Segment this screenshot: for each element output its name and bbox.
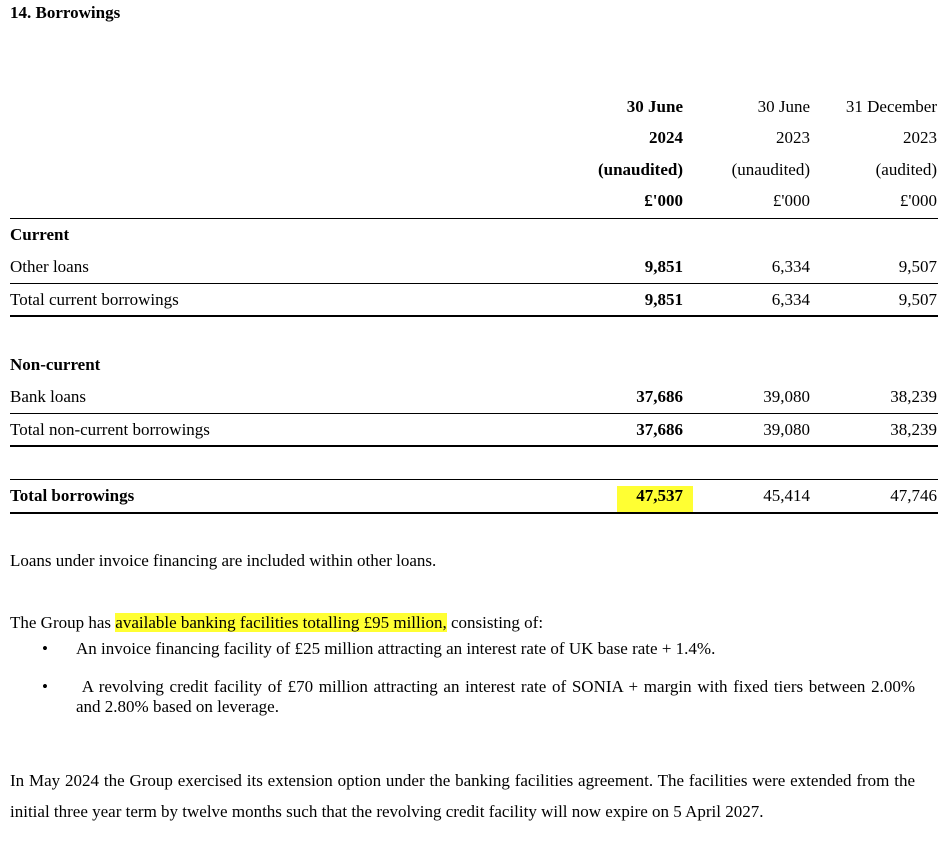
intro-text: The Group has bbox=[10, 613, 116, 632]
column-header-line: 30 June bbox=[757, 97, 810, 116]
bullet-item: An invoice financing facility of £25 million attracting an interest rate of UK base rate + 1.4%. bbox=[76, 639, 716, 658]
row-label: Other loans bbox=[10, 257, 89, 276]
cell-december-2023: 9,507 bbox=[898, 290, 937, 309]
bullet-icon: • bbox=[42, 639, 48, 658]
cell-2024: 9,851 bbox=[644, 257, 683, 276]
cell-june-2023: 39,080 bbox=[763, 420, 810, 439]
extension-paragraph: In May 2024 the Group exercised its extension option under the banking facilities agreement. The facilities were extended from the initial three year term by twelve months such that the revolving credit facility will now expire on 5 April 2027. bbox=[10, 771, 915, 821]
total-top-rule bbox=[10, 479, 938, 480]
cell-2024: 37,686 bbox=[636, 420, 683, 439]
column-header-line: (audited) bbox=[875, 160, 937, 179]
bullet-icon: • bbox=[42, 677, 48, 696]
total-bottom-rule bbox=[10, 512, 938, 514]
non-current-heading: Non-current bbox=[10, 355, 101, 374]
column-header-line: (unaudited) bbox=[731, 160, 810, 179]
cell-june-2023: 45,414 bbox=[763, 486, 810, 505]
subtotal-rule bbox=[10, 315, 938, 317]
column-header-line: £'000 bbox=[644, 191, 683, 210]
header-divider bbox=[10, 218, 938, 219]
cell-2024: 47,537 bbox=[636, 486, 683, 505]
row-label: Total non-current borrowings bbox=[10, 420, 210, 439]
highlighted-text: available banking facilities totalling £95 million, bbox=[115, 613, 447, 632]
column-header-line: 30 June bbox=[626, 97, 683, 116]
column-header-line: £'000 bbox=[899, 191, 937, 210]
row-label: Bank loans bbox=[10, 387, 87, 406]
cell-december-2023: 38,239 bbox=[890, 420, 937, 439]
row-label: Total borrowings bbox=[10, 486, 135, 505]
column-header-line: 2023 bbox=[776, 128, 810, 147]
column-header-line: £'000 bbox=[772, 191, 810, 210]
column-header-line: 2024 bbox=[649, 128, 683, 147]
bullet-item: A revolving credit facility of £70 million attracting an interest rate of SONIA + margin with fixed tiers between 2.00% and 2.80% based on leverage. bbox=[76, 677, 920, 716]
column-header-line: 31 December bbox=[845, 97, 937, 116]
note-text: Loans under invoice financing are included within other loans. bbox=[10, 551, 437, 570]
column-header-line: 2023 bbox=[903, 128, 937, 147]
cell-june-2023: 6,334 bbox=[771, 257, 810, 276]
row-label: Total current borrowings bbox=[10, 290, 179, 309]
facilities-intro bbox=[10, 613, 543, 633]
subtotal-rule bbox=[10, 445, 938, 447]
current-heading: Current bbox=[10, 225, 70, 244]
cell-june-2023: 6,334 bbox=[771, 290, 810, 309]
row-divider bbox=[10, 413, 938, 414]
cell-june-2023: 39,080 bbox=[763, 387, 810, 406]
intro-text: consisting of: bbox=[446, 613, 544, 632]
cell-december-2023: 38,239 bbox=[890, 387, 937, 406]
section-title: 14. Borrowings bbox=[10, 3, 121, 22]
row-divider bbox=[10, 283, 938, 284]
column-header-line: (unaudited) bbox=[597, 160, 683, 179]
cell-december-2023: 9,507 bbox=[898, 257, 937, 276]
cell-2024: 9,851 bbox=[644, 290, 683, 309]
cell-2024: 37,686 bbox=[636, 387, 683, 406]
cell-december-2023: 47,746 bbox=[890, 486, 937, 505]
